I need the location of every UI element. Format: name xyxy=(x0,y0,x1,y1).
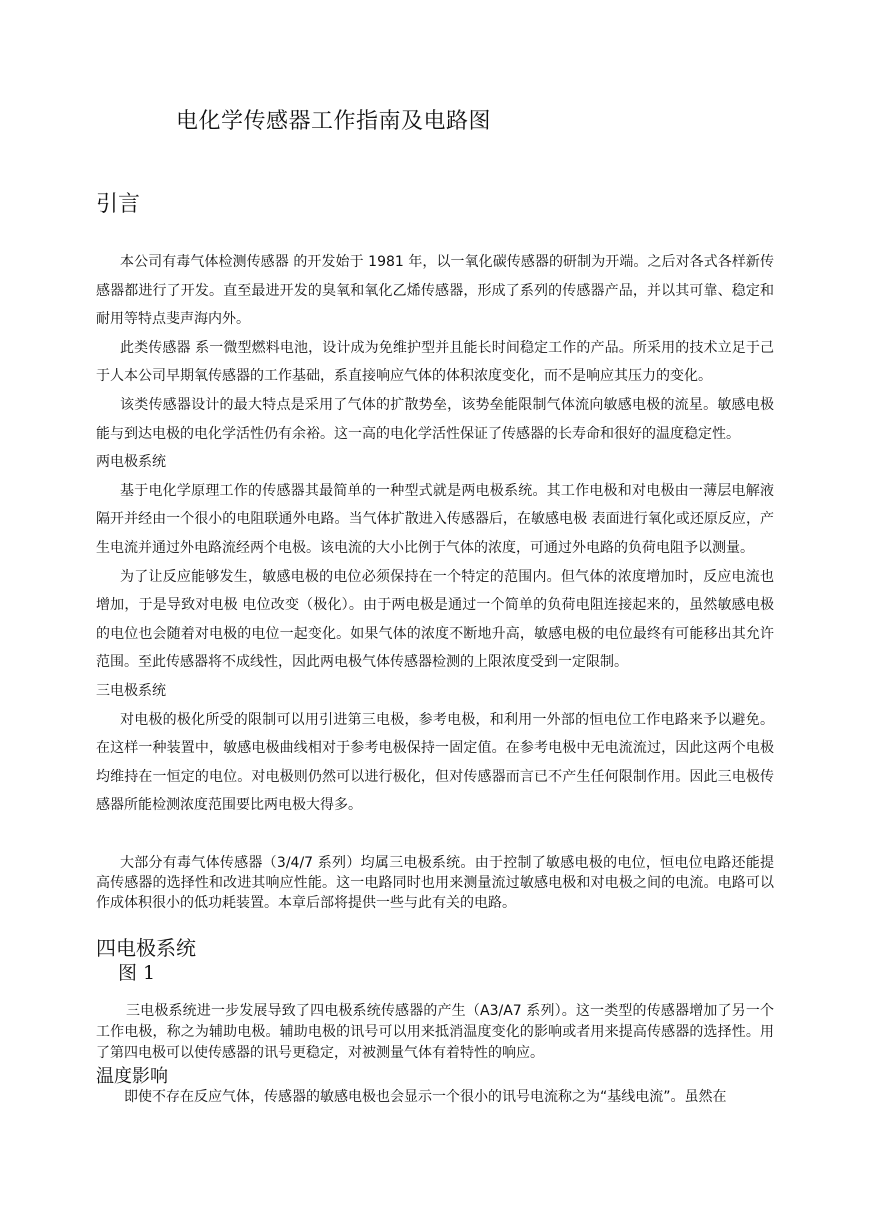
temperature-paragraph: 即使不存在反应气体，传感器的敏感电极也会显示一个很小的讯号电流称之为“基线电流”。虽然在 xyxy=(124,1089,727,1105)
intro-paragraph-3: 该类传感器设计的最大特点是采用了气体的扩散势垒，该势垒能限制气体流向敏感电极的流星。敏感电极能与到达电极的电化学活性仍有余裕。这一高的电化学活性保证了传感器的长寿命和很好的温度稳定性。 xyxy=(96,396,774,442)
temperature-section xyxy=(96,1087,774,1107)
four-electrode-section xyxy=(96,1001,774,1064)
intro-section xyxy=(96,248,774,820)
four-electrode-heading: 四电极系统 xyxy=(96,936,196,960)
document-title: 电化学传感器工作指南及电路图 xyxy=(176,109,492,134)
figure-label: 图 1 xyxy=(118,962,156,984)
intro-paragraph-2: 此类传感器 系一微型燃料电池，设计成为免维护型并且能长时间稳定工作的产品。所采用的技术立足于己于人本公司早期氧传感器的工作基础，系直接响应气体的体积浓度变化，而不是响应其压力的变化。 xyxy=(96,339,774,385)
two-electrode-paragraph-1: 基于电化学原理工作的传感器其最简单的一种型式就是两电极系统。其工作电极和对电极由一薄层电解液隔开并经由一个很小的电阻联通外电路。当气体扩散进入传感器后，在敏感电极 表面进行氧化或还原反应，产生电流并通过外电路流经两个电极。该电流的大小比例于气体的浓度，可通过外电路的负荷电阻予以测量。 xyxy=(96,482,774,556)
three-electrode-section-2 xyxy=(96,853,774,913)
three-electrode-heading: 三电极系统 xyxy=(96,682,166,699)
intro-heading: 引言 xyxy=(96,192,141,217)
intro-paragraph-1: 本公司有毒气体检测传感器 的开发始于 1981 年，以一氧化碳传感器的研制为开端。之后对各式各样新传感器都进行了开发。直至最进开发的臭氧和氧化乙烯传感器，形成了系列的传感器产品，并以其可靠、稳定和耐用等特点斐声海内外。 xyxy=(96,254,774,328)
two-electrode-paragraph-2: 为了让反应能够发生，敏感电极的电位必须保持在一个特定的范围内。但气体的浓度增加时，反应电流也增加，于是导致对电极 电位改变（极化）。由于两电极是通过一个简单的负荷电阻连接起来的，虽然敏感电极的电位也会随着对电极的电位一起变化。如果气体的浓度不断地升高，敏感电极的电位最终有可能移出其允许范围。至此传感器将不成线性，因此两电极气体传感器检测的上限浓度受到一定限制。 xyxy=(96,568,774,671)
two-electrode-heading: 两电极系统 xyxy=(96,454,166,471)
temperature-heading: 温度影响 xyxy=(96,1066,168,1087)
three-electrode-paragraph-2: 大部分有毒气体传感器（3/4/7 系列）均属三电极系统。由于控制了敏感电极的电位，恒电位电路还能提高传感器的选择性和改进其响应性能。这一电路同时也用来测量流过敏感电极和对电极之间的电流。电路可以作成体积很小的低功耗装置。本章后部将提供一些与此有关的电路。 xyxy=(96,855,774,911)
three-electrode-paragraph: 对电极的极化所受的限制可以用引进第三电极，参考电极，和利用一外部的恒电位工作电路来予以避免。在这样一种装置中，敏感电极曲线相对于参考电极保持一固定值。在参考电极中无电流流过，因此这两个电极均维持在一恒定的电位。对电极则仍然可以进行极化，但对传感器而言已不产生任何限制作用。因此三电极传感器所能检测浓度范围要比两电极大得多。 xyxy=(96,711,774,814)
four-electrode-paragraph: 三电极系统进一步发展导致了四电极系统传感器的产生（A3/A7 系列）。这一类型的传感器增加了另一个工作电极，称之为辅助电极。辅助电极的讯号可以用来抵消温度变化的影响或者用来提高传感器的选择性。用了第四电极可以使传感器的讯号更稳定，对被测量气体有着特性的响应。 xyxy=(96,1003,774,1061)
